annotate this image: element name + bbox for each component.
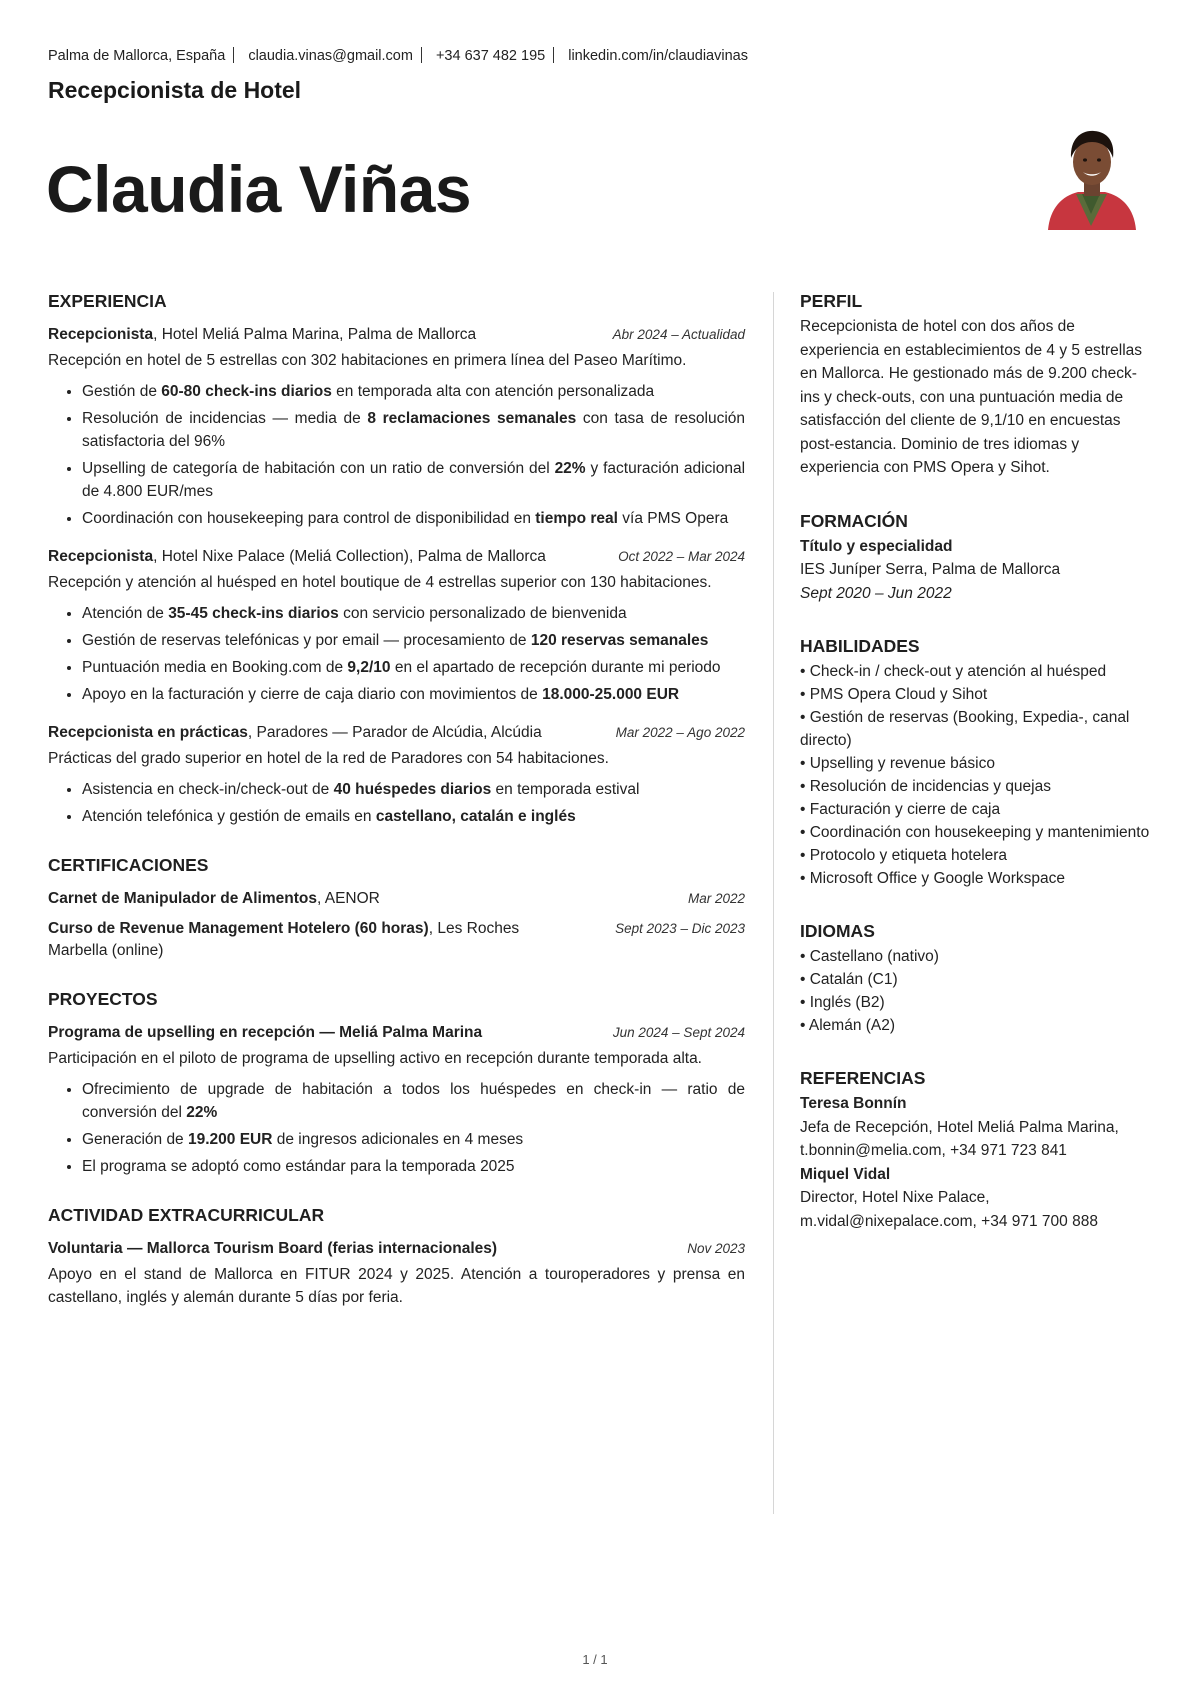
projects-section (48, 988, 745, 1178)
certification-entry (48, 918, 745, 962)
job-title: Recepcionista de Hotel (48, 77, 302, 103)
bullet-item: • Gestión de 60-80 check-ins diarios en temporada alta con atención personalizada (82, 380, 745, 403)
section-title: EXPERIENCIA (48, 291, 167, 311)
bullet-item: • Ofrecimiento de upgrade de habitación a todos los huéspedes en check-in — ratio de conversión del 22% (82, 1078, 745, 1124)
entry-org: , Hotel Meliá Palma Marina, Palma de Mallorca (153, 326, 477, 343)
bullet-item: • Atención telefónica y gestión de emails en castellano, catalán e inglés (82, 805, 745, 828)
bullet-item: • Coordinación con housekeeping para control de disponibilidad en tiempo real vía PMS Opera (82, 507, 745, 530)
skill-item: • Facturación y cierre de caja (800, 801, 1001, 818)
experience-entry (48, 546, 745, 706)
bullet-item: • El programa se adoptó como estándar para la temporada 2025 (82, 1155, 745, 1178)
skill-item: • Resolución de incidencias y quejas (800, 778, 1051, 795)
entry-role: Voluntaria — Mallorca Tourism Board (ferias internacionales) (48, 1240, 498, 1257)
entry-description: Prácticas del grado superior en hotel de la red de Paradores con 54 habitaciones. (48, 750, 609, 767)
entry-org: , Hotel Nixe Palace (Meliá Collection), Palma de Mallorca (153, 548, 546, 565)
profile-section (800, 290, 1155, 480)
experience-entry (48, 722, 745, 828)
section-title: PERFIL (800, 291, 863, 311)
bullet-item: • Atención de 35-45 check-ins diarios con servicio personalizado de bienvenida (82, 602, 745, 625)
entry-date: Jun 2024 – Sept 2024 (612, 1025, 745, 1040)
entry-date: Oct 2022 – Mar 2024 (618, 549, 745, 564)
entry-date: Nov 2023 (687, 1241, 745, 1256)
page-number: 1 / 1 (582, 1652, 608, 1667)
contact-separator (421, 47, 422, 63)
section-title: HABILIDADES (800, 636, 920, 656)
bullet-item: • Apoyo en la facturación y cierre de caja diario con movimientos de 18.000-25.000 EUR (82, 683, 745, 706)
entry-date: Mar 2022 (687, 891, 745, 906)
language-item: • Castellano (nativo) (800, 948, 939, 965)
entry-description: Participación en el piloto de programa de upselling activo en recepción durante temporada alta. (48, 1050, 702, 1067)
education-dates: Sept 2020 – Jun 2022 (800, 584, 952, 602)
entry-role: Recepcionista en prácticas (48, 724, 248, 741)
profile-photo (1040, 122, 1143, 230)
section-title: PROYECTOS (48, 989, 158, 1009)
bullet-list (48, 380, 745, 530)
entry-date: Sept 2023 – Dic 2023 (615, 921, 745, 936)
entry-header (48, 324, 745, 346)
entry-header (48, 1022, 745, 1044)
education-degree: Título y especialidad (800, 537, 953, 555)
candidate-name: Claudia Viñas (46, 152, 472, 226)
section-title: IDIOMAS (800, 921, 875, 941)
skill-item: • Upselling y revenue básico (800, 755, 995, 772)
experience-entry (48, 324, 745, 530)
reference-details: Jefa de Recepción, Hotel Meliá Palma Marina, t.bonnin@melia.com, +34 971 723 841 (800, 1118, 1119, 1159)
reference-name: Miquel Vidal (800, 1165, 891, 1183)
section-title: ACTIVIDAD EXTRACURRICULAR (48, 1205, 325, 1225)
skill-item: • Check-in / check-out y atención al huésped (800, 663, 1107, 680)
languages-list (800, 945, 1155, 1037)
skill-item: • Coordinación con housekeeping y mantenimiento (800, 824, 1150, 841)
reference-details: Director, Hotel Nixe Palace, m.vidal@nixepalace.com, +34 971 700 888 (800, 1189, 1098, 1230)
language-item: • Catalán (C1) (800, 971, 898, 988)
main-column (48, 290, 745, 1335)
certification-entry (48, 888, 745, 910)
education-school: IES Juníper Serra, Palma de Mallorca (800, 561, 1061, 578)
entry-header (48, 1238, 745, 1260)
skills-section (800, 635, 1155, 890)
reference-name: Teresa Bonnín (800, 1095, 907, 1112)
entry-role: Carnet de Manipulador de Alimentos (48, 890, 317, 907)
entry-description: Apoyo en el stand de Mallorca en FITUR 2024 y 2025. Atención a touroperadores y prensa en castellano, inglés y alemán durante 5 días por feria. (48, 1266, 745, 1306)
entry-role: Programa de upselling en recepción — Meliá Palma Marina (48, 1024, 483, 1041)
skill-item: • Gestión de reservas (Booking, Expedia-, canal directo) (800, 709, 1130, 749)
entry-header (48, 888, 745, 910)
language-item: • Alemán (A2) (800, 1017, 896, 1034)
bullet-list (48, 602, 745, 706)
project-entry (48, 1022, 745, 1178)
contact-separator (553, 47, 554, 63)
bullet-item: • Upselling de categoría de habitación con un ratio de conversión del 22% y facturación adicional de 4.800 EUR/mes (82, 457, 745, 503)
entry-role: Recepcionista (48, 548, 154, 565)
section-title: CERTIFICACIONES (48, 855, 209, 875)
contact-separator (233, 47, 234, 63)
bullet-list (48, 778, 745, 828)
column-divider (773, 292, 774, 1514)
certifications-section (48, 854, 745, 962)
skills-list (800, 660, 1155, 890)
bullet-list (48, 1078, 745, 1178)
section-title: FORMACIÓN (800, 510, 908, 531)
profile-text: Recepcionista de hotel con dos años de experiencia en establecimientos de 4 y 5 estrellas en Mallorca. He gestionado más de 9.200 check-ins y check-outs, con una puntuación media de satisfacción del cliente de 9,1/10 en encuestas post-estancia. Dominio de tres idiomas y experiencia con PMS Opera y Sihot. (800, 318, 1143, 476)
contact-linkedin[interactable]: linkedin.com/in/claudiavinas (568, 48, 748, 64)
bullet-item: • Asistencia en check-in/check-out de 40 huéspedes diarios en temporada estival (82, 778, 745, 801)
references-section (800, 1067, 1155, 1233)
education-section (800, 510, 1155, 606)
contact-email[interactable]: claudia.vinas@gmail.com (248, 48, 413, 64)
entry-header (48, 546, 745, 568)
entry-description: Recepción y atención al huésped en hotel boutique de 4 estrellas superior con 130 habitaciones. (48, 574, 712, 591)
contact-line (48, 47, 748, 64)
skill-item: • PMS Opera Cloud y Sihot (800, 686, 988, 703)
section-title: REFERENCIAS (800, 1068, 926, 1088)
extracurricular-entry (48, 1238, 745, 1309)
bullet-item: • Gestión de reservas telefónicas y por email — procesamiento de 120 reservas semanales (82, 629, 745, 652)
contact-location: Palma de Mallorca, España (48, 48, 226, 64)
entry-date: Mar 2022 – Ago 2022 (615, 725, 745, 740)
bullet-item: • Puntuación media en Booking.com de 9,2/10 en el apartado de recepción durante mi periodo (82, 656, 745, 679)
language-item: • Inglés (B2) (800, 994, 885, 1011)
entry-header (48, 722, 745, 744)
entry-description: Recepción en hotel de 5 estrellas con 302 habitaciones en primera línea del Paseo Marítimo. (48, 352, 687, 369)
entry-header (48, 918, 745, 962)
skill-item: • Microsoft Office y Google Workspace (800, 870, 1066, 887)
bullet-item: • Resolución de incidencias — media de 8 reclamaciones semanales con tasa de resolución satisfactoria del 96% (82, 407, 745, 453)
entry-role: Recepcionista (48, 326, 154, 343)
entry-org: , Les Roches Marbella (online) (48, 920, 520, 959)
contact-phone[interactable]: +34 637 482 195 (435, 48, 546, 64)
skill-item: • Protocolo y etiqueta hotelera (800, 847, 1008, 864)
bullet-item: • Generación de 19.200 EUR de ingresos adicionales en 4 meses (82, 1128, 745, 1151)
languages-section (800, 920, 1155, 1037)
entry-role: Curso de Revenue Management Hotelero (60 horas) (48, 920, 429, 937)
entry-org: , AENOR (317, 890, 380, 907)
sidebar-column (800, 290, 1155, 1263)
experience-section (48, 290, 745, 828)
entry-org: , Paradores — Parador de Alcúdia, Alcúdia (247, 724, 542, 741)
extracurricular-section (48, 1204, 745, 1309)
entry-date: Abr 2024 – Actualidad (612, 327, 745, 342)
